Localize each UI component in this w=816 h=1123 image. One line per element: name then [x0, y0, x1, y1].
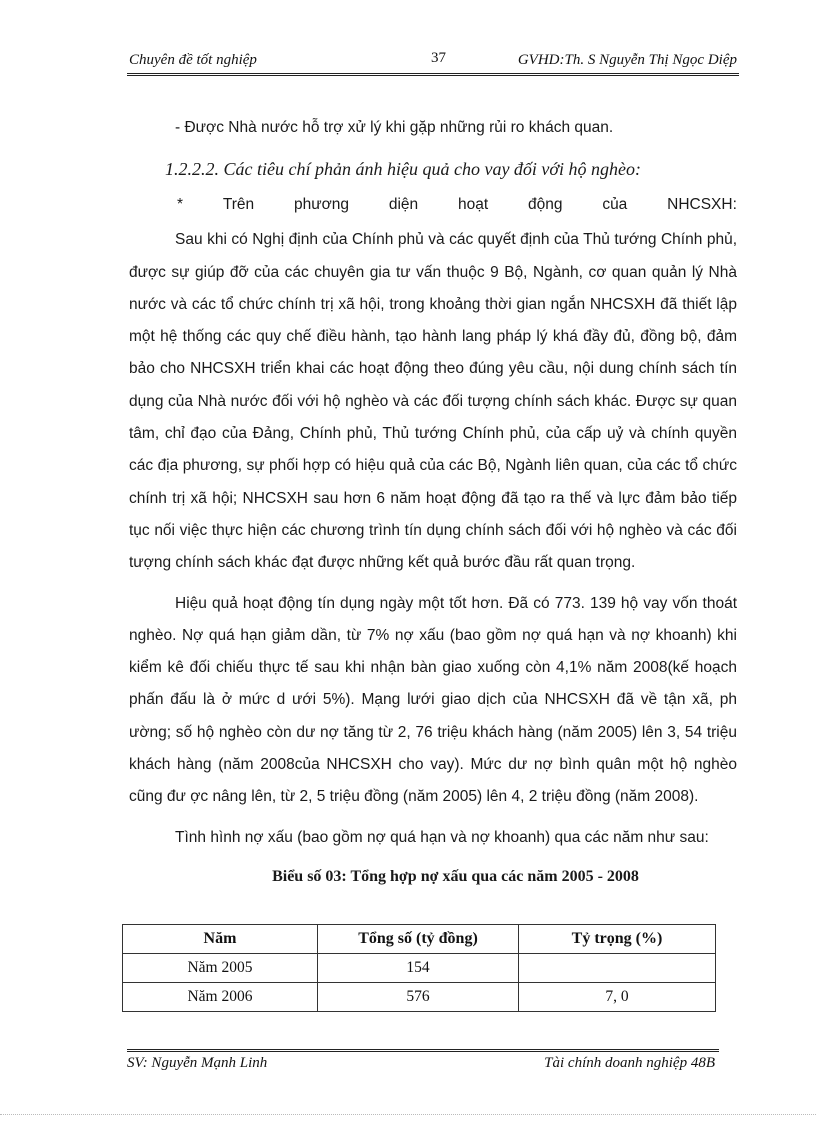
- page-footer: [127, 1055, 719, 1072]
- footer-student: SV: Nguyễn Mạnh Linh: [127, 1055, 268, 1071]
- column-header: Tổng số (tỷ đồng): [318, 925, 519, 954]
- paragraph-1: Sau khi có Nghị định của Chính phủ và các quyết định của Thủ tướng Chính phủ, được sự giúp đỡ của các chuyên gia tư vấn thuộc 9 Bộ, Ngành, cơ quan quản lý Nhà nước và các tổ chức chính trị xã hội, trong khoảng thời gian ngắn NHCSXH đã thiết lập một hệ thống các quy chế điều hành, tạo hành lang pháp lý khá đầy đủ, đồng bộ, đảm bảo cho NHCSXH triển khai các hoạt động theo đúng yêu cầu, nội dung chính sách tín dụng của Nhà nước đối với hộ nghèo và các đối tượng chính sách khác. Được sự quan tâm, chỉ đạo của Đảng, Chính phủ, Thủ tướng Chính phủ, của cấp uỷ và chính quyền các địa phương, sự phối hợp có hiệu quả của các Bộ, Ngành liên quan, của các tổ chức chính trị xã hội; NHCSXH sau hơn 6 năm hoạt động đã tạo ra thế và lực đảm bảo tiếp tục nối việc thực hiện các chương trình tín dụng chính sách đối với hộ nghèo và các đối tượng chính sách khác đạt được những kết quả bước đầu rất quan trọng.: [129, 231, 737, 572]
- star-word: động: [528, 196, 563, 214]
- page-number: 37: [431, 50, 446, 66]
- table-row: [123, 954, 716, 983]
- star-word: NHCSXH:: [667, 196, 737, 214]
- paragraph-3: Tình hình nợ xấu (bao gồm nợ quá hạn và nợ khoanh) qua các năm như sau:: [175, 828, 709, 846]
- section-heading: 1.2.2.2. Các tiêu chí phản ánh hiệu quả cho vay đối với hộ nghèo:: [165, 159, 642, 180]
- page-boundary: [0, 1114, 816, 1115]
- footer-program: Tài chính doanh nghiệp 48B: [544, 1055, 715, 1071]
- table-cell: [519, 954, 716, 983]
- paragraph-2: Hiệu quả hoạt động tín dụng ngày một tốt hơn. Đã có 773. 139 hộ vay vốn thoát nghèo. Nợ quá hạn giảm dần, từ 7% nợ xấu (bao gồm nợ quá hạn và nợ khoanh) khi kiểm kê đối chiếu thực tế sau khi nhận bàn giao xuống còn 4,1% năm 2008(kế hoạch phấn đấu là ở mức d ưới 5%). Mạng lưới giao dịch của NHCSXH đã về tận xã, ph ường; số hộ nghèo còn dư nợ tăng từ 2, 76 triệu khách hàng (năm 2005) lên 3, 54 triệu khách hàng (năm 2008của NHCSXH cho vay). Mức dư nợ bình quân một hộ nghèo cũng đư ợc nâng lên, từ 2, 5 triệu đồng (năm 2005) lên 4, 2 triệu đồng (năm 2008).: [129, 594, 737, 806]
- header-title: Chuyên đề tốt nghiệp: [129, 52, 257, 68]
- footer-rule: [127, 1049, 719, 1050]
- table-cell: 154: [318, 954, 519, 983]
- page-header: [127, 50, 739, 72]
- header-rule-double: [127, 75, 739, 76]
- star-heading: [177, 194, 737, 216]
- header-supervisor: GVHD:Th. S Nguyễn Thị Ngọc Diệp: [517, 52, 737, 68]
- star-word: phương: [294, 196, 350, 214]
- star-word: Trên: [222, 196, 255, 214]
- star-word: *: [177, 196, 184, 214]
- bullet-line: - Được Nhà nước hỗ trợ xử lý khi gặp những rủi ro khách quan.: [175, 119, 614, 136]
- star-word: diện: [388, 196, 419, 214]
- header-rule: [127, 73, 739, 74]
- star-word: hoạt: [458, 196, 489, 214]
- footer-rule-double: [127, 1051, 719, 1052]
- table-caption: Biểu số 03: Tổng hợp nợ xấu qua các năm 2005 - 2008: [272, 867, 639, 885]
- column-header: Tỷ trọng (%): [519, 925, 716, 954]
- table-row: [123, 983, 716, 1012]
- table-header-row: [123, 925, 716, 954]
- table-cell: 7, 0: [519, 983, 716, 1012]
- table-cell: Năm 2006: [123, 983, 318, 1012]
- bad-debt-table: [122, 924, 716, 1012]
- page-body: [129, 112, 737, 900]
- column-header: Năm: [123, 925, 318, 954]
- table-cell: Năm 2005: [123, 954, 318, 983]
- star-word: của: [602, 196, 628, 214]
- table-cell: 576: [318, 983, 519, 1012]
